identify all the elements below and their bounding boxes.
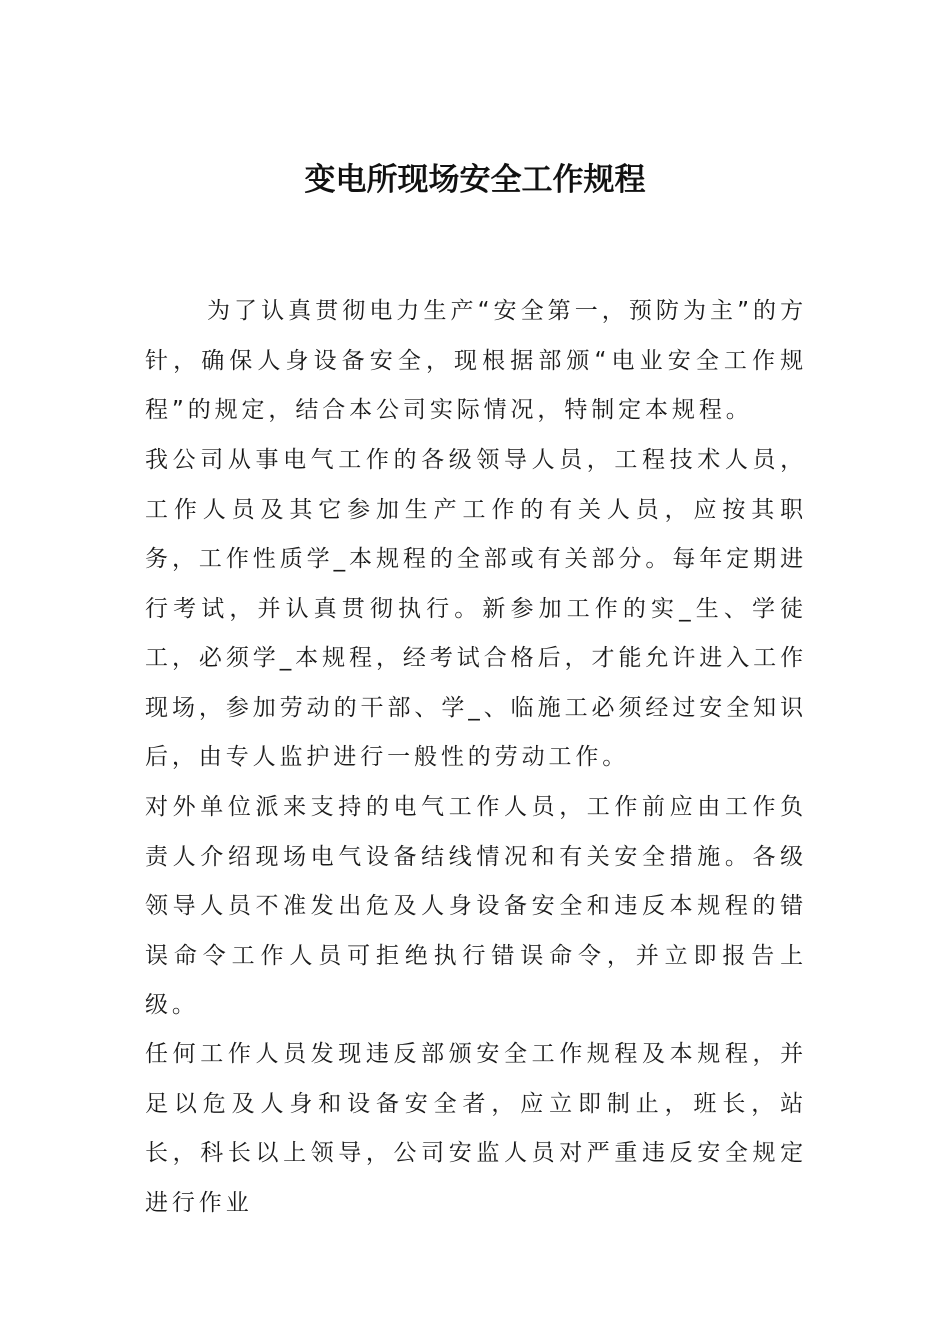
paragraph-purpose: 为了认真贯彻电力生产“安全第一，预防为主”的方针，确保人身设备安全，现根据部颁“电业安全工作规程”的规定，结合本公司实际情况，特制定本规程。 <box>145 298 807 423</box>
paragraph-external-staff: 对外单位派来支持的电气工作人员，工作前应由工作负责人介绍现场电气设备结线情况和有关安全措施。各级领导人员不准发出危及人身设备安全和违反本规程的错误命令工作人员可拒绝执行错误命令，并立即报告上级。 <box>145 794 807 1018</box>
document-title: 变电所现场安全工作规程 <box>304 162 646 198</box>
paragraph-violation-handling: 任何工作人员发现违反部颁安全工作规程及本规程，并足以危及人身和设备安全者，应立即制止，班长，站长，科长以上领导，公司安监人员对严重违反安全规定进行作业 <box>145 1041 807 1216</box>
paragraph-personnel-training: 我公司从事电气工作的各级领导人员，工程技术人员，工作人员及其它参加生产工作的有关人员，应按其职务，工作性质学_本规程的全部或有关部分。每年定期进行考试，并认真贯彻执行。新参加工作的实_生、学徒工，必须学_本规程，经考试合格后，才能允许进入工作现场，参加劳动的干部、学_、临施工必须经过安全知识后，由专人监护进行一般性的劳动工作。 <box>145 447 807 770</box>
